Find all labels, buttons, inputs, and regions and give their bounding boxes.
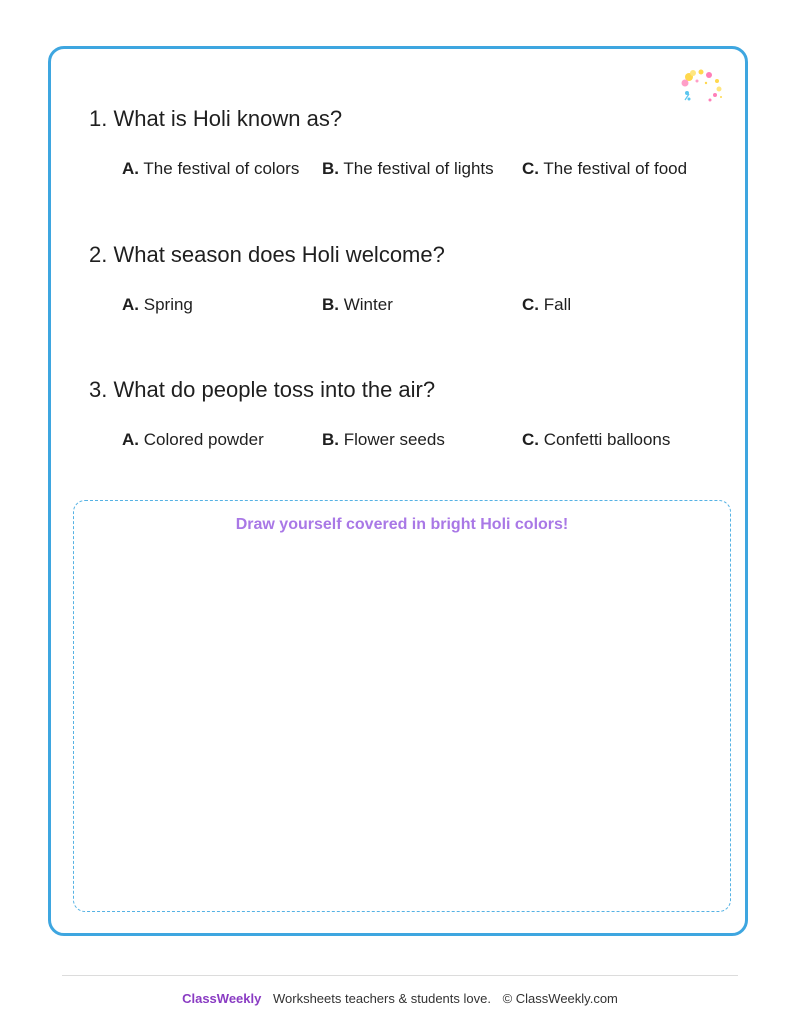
option-text: Spring: [143, 295, 193, 314]
answer-options: [89, 158, 709, 182]
option-c[interactable]: [522, 429, 670, 451]
question-1: [89, 106, 709, 182]
option-letter: C.: [522, 159, 539, 178]
drawing-area[interactable]: [73, 500, 731, 912]
answer-options: [89, 429, 709, 453]
option-text: Fall: [543, 295, 572, 314]
footer-divider: [62, 975, 738, 976]
footer-brand: ClassWeekly: [182, 991, 262, 1006]
question-2: [89, 242, 709, 318]
option-letter: A.: [122, 295, 139, 314]
question-text: 1. What is Holi known as?: [89, 106, 343, 131]
color-splash-icon: [679, 67, 725, 109]
footer: [0, 991, 800, 1007]
option-letter: B.: [322, 159, 339, 178]
option-text: Winter: [343, 295, 393, 314]
option-letter: A.: [122, 430, 139, 449]
option-text: The festival of food: [543, 159, 688, 178]
option-text: Flower seeds: [343, 430, 445, 449]
question-text: 2. What season does Holi welcome?: [89, 242, 445, 267]
option-a[interactable]: [122, 158, 299, 180]
option-letter: C.: [522, 295, 539, 314]
option-a[interactable]: [122, 294, 193, 316]
option-text: The festival of colors: [143, 159, 300, 178]
option-b[interactable]: [322, 158, 494, 180]
option-letter: A.: [122, 159, 139, 178]
option-a[interactable]: [122, 429, 264, 451]
question-3: [89, 377, 709, 453]
option-b[interactable]: [322, 294, 393, 316]
option-letter: B.: [322, 295, 339, 314]
option-letter: C.: [522, 430, 539, 449]
drawing-prompt: Draw yourself covered in bright Holi colors!: [235, 516, 569, 533]
option-text: Colored powder: [143, 430, 264, 449]
option-letter: B.: [322, 430, 339, 449]
option-text: The festival of lights: [343, 159, 494, 178]
option-b[interactable]: [322, 429, 445, 451]
footer-tagline: Worksheets teachers & students love.: [272, 991, 491, 1006]
worksheet-frame: [48, 46, 748, 936]
option-c[interactable]: [522, 158, 687, 180]
option-text: Confetti balloons: [543, 430, 671, 449]
question-text: 3. What do people toss into the air?: [89, 377, 436, 402]
footer-copyright: © ClassWeekly.com: [502, 991, 618, 1006]
option-c[interactable]: [522, 294, 571, 316]
answer-options: [89, 294, 709, 318]
